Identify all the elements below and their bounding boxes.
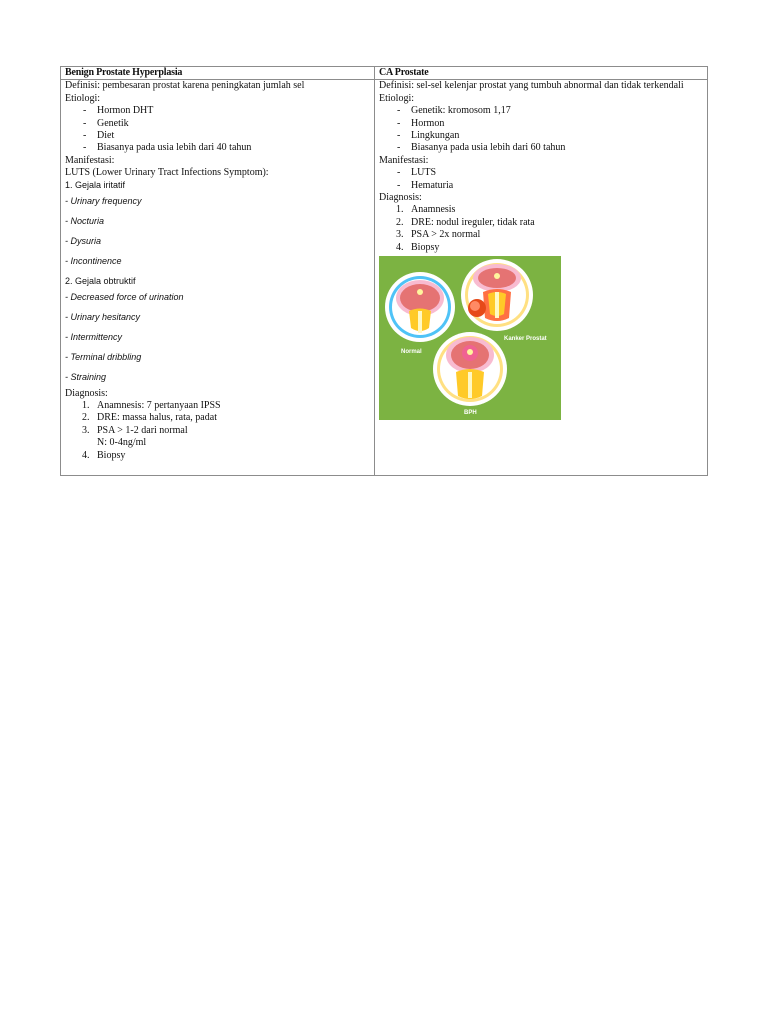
ca-cell	[375, 80, 708, 476]
ca-etiology-list	[379, 105, 703, 155]
ca-diagnosis-label: Diagnosis:	[379, 192, 422, 204]
ca-header: CA Prostate	[375, 67, 708, 80]
symptom-item: - Nocturia	[65, 215, 105, 226]
psa-normal-note: N: 0-4ng/ml	[97, 437, 147, 449]
list-item: - LUTS	[397, 167, 436, 179]
list-item: - Hematuria	[397, 179, 454, 191]
bph-diagnosis-list	[65, 400, 370, 462]
label-normal: Normal	[401, 349, 422, 356]
comparison-table	[60, 66, 708, 476]
list-item: 4. Biopsy	[82, 449, 126, 461]
header-row	[61, 67, 708, 80]
bph-prostate-icon	[433, 332, 507, 406]
symptom-item: - Terminal dribbling	[65, 351, 142, 362]
obstructive-label: 2. Gejala obtruktif	[65, 275, 136, 286]
symptom-item: - Intermittency	[65, 331, 123, 342]
list-item: - Biasanya pada usia lebih dari 60 tahun	[397, 142, 566, 154]
bph-manifest-label: Manifestasi:	[65, 154, 115, 166]
list-item: - Genetik: kromosom 1,17	[397, 105, 511, 117]
ca-etiology-label: Etiologi:	[379, 92, 414, 104]
bph-diagnosis-label: Diagnosis:	[65, 387, 108, 399]
symptom-item: - Dysuria	[65, 235, 102, 246]
ca-definition: Definisi: sel-sel kelenjar prostat yang tumbuh abnormal dan tidak terkendali	[379, 80, 684, 92]
bph-etiology-list	[65, 105, 370, 155]
list-item: - Hormon DHT	[83, 105, 154, 117]
list-item: 2. DRE: massa halus, rata, padat	[82, 412, 217, 424]
list-item: 3. PSA > 2x normal	[396, 229, 481, 241]
irritative-label: 1. Gejala iritatif	[65, 179, 126, 190]
cancer-prostate-icon	[461, 259, 533, 331]
content-row	[61, 80, 708, 476]
ca-diagnosis-list	[379, 204, 703, 254]
bph-cell	[61, 80, 375, 476]
normal-prostate-icon	[385, 272, 455, 342]
bph-definition: Definisi: pembesaran prostat karena peningkatan jumlah sel	[65, 80, 305, 92]
symptom-item: - Decreased force of urination	[65, 291, 184, 302]
list-item: - Biasanya pada usia lebih dari 40 tahun	[83, 142, 252, 154]
label-bph: BPH	[464, 410, 477, 417]
bph-header: Benign Prostate Hyperplasia	[61, 67, 375, 80]
symptom-item: - Urinary frequency	[65, 195, 142, 206]
ca-manifest-list	[379, 167, 703, 192]
bph-luts-label: LUTS (Lower Urinary Tract Infections Symptom):	[65, 167, 269, 179]
ca-manifest-label: Manifestasi:	[379, 154, 429, 166]
symptom-item: - Straining	[65, 371, 107, 382]
list-item: - Diet	[83, 130, 115, 142]
list-item: - Genetik	[83, 117, 129, 129]
symptom-item: - Incontinence	[65, 255, 122, 266]
label-cancer: Kanker Prostat	[504, 336, 547, 343]
bph-etiology-label: Etiologi:	[65, 92, 100, 104]
list-item: 1. Anamnesis: 7 pertanyaan IPSS	[82, 400, 221, 412]
list-item: 3. PSA > 1-2 dari normal N: 0-4ng/ml	[65, 425, 370, 450]
bph-symptom-block	[65, 180, 370, 383]
list-item: 4. Biopsy	[396, 241, 440, 253]
list-item: 1. Anamnesis	[396, 204, 456, 216]
list-item: - Lingkungan	[397, 130, 460, 142]
symptom-item: - Urinary hesitancy	[65, 311, 141, 322]
list-item: - Hormon	[397, 117, 445, 129]
list-item: 2. DRE: nodul ireguler, tidak rata	[396, 216, 535, 228]
prostate-illustration	[379, 256, 561, 420]
